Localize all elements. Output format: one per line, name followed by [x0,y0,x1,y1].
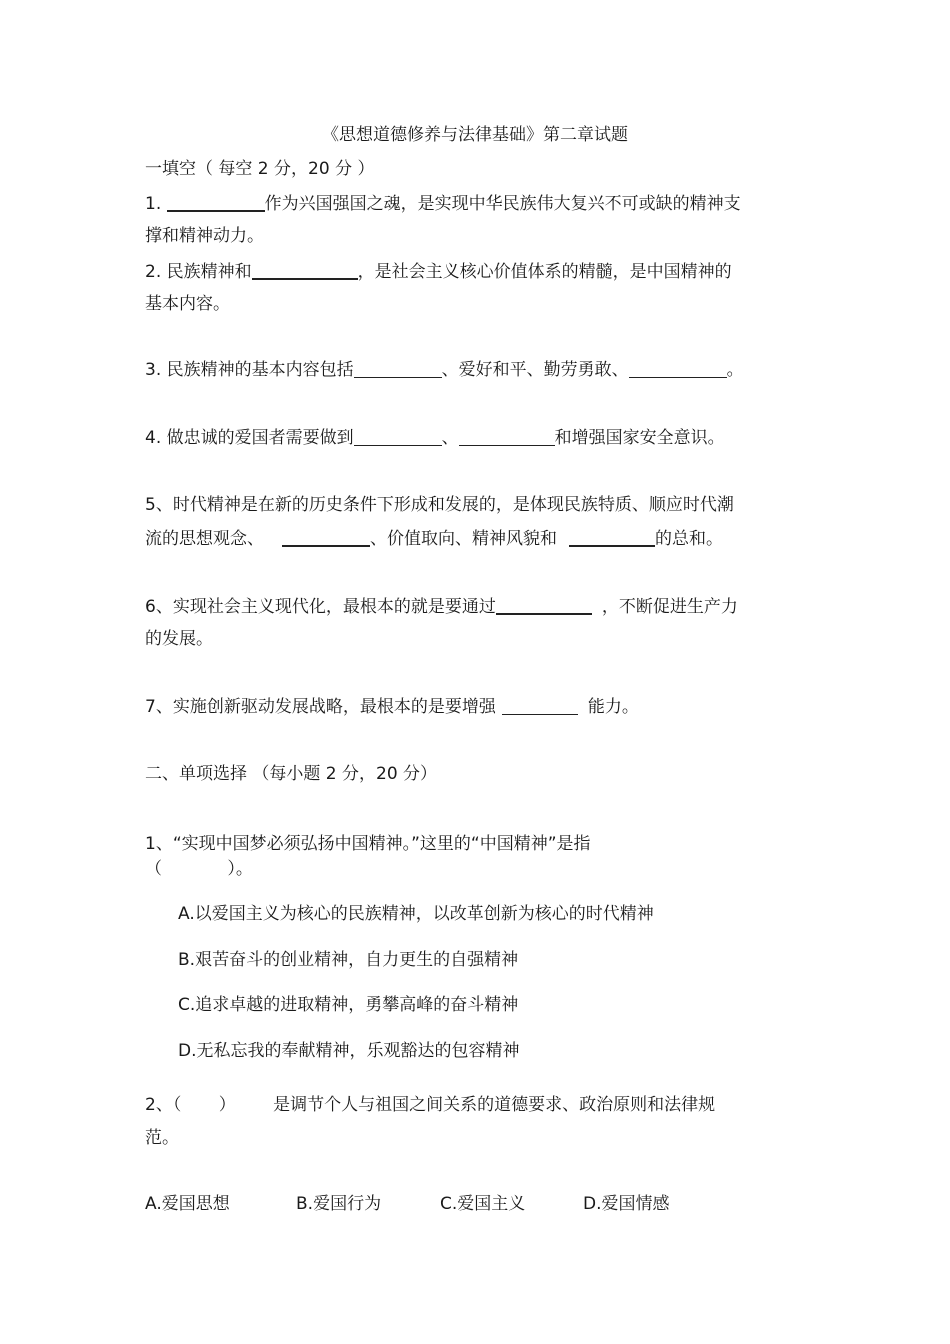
question-1-line-2: 撑和精神动力。 [145,226,264,246]
question-5-line-2 [145,527,723,550]
question-3-end: 。 [726,360,744,380]
question-4 [145,427,725,449]
page-title: 《思想道德修养与法律基础》第二章试题 [322,125,628,145]
question-6-text-cont: ，不断促进生产力 [601,597,738,617]
mc-question-2-option-b[interactable]: B.爱国行为 [296,1194,382,1214]
mc-question-2-option-a[interactable]: A.爱国思想 [145,1194,230,1214]
answer-blank[interactable] [569,527,655,547]
question-1-text: 作为兴国强国之魂，是实现中华民族伟大复兴不可或缺的精神支 [264,194,741,214]
answer-blank[interactable] [459,427,555,446]
answer-blank[interactable] [496,595,592,615]
answer-blank[interactable] [282,527,370,547]
answer-blank[interactable] [502,696,578,715]
answer-blank[interactable] [167,192,265,212]
question-2-text: 2. 民族精神和 [145,262,252,282]
mc-question-1-option-b[interactable]: B.艰苦奋斗的创业精神，自力更生的自强精神 [178,950,519,970]
answer-blank[interactable] [354,427,442,446]
mc-question-2-option-c[interactable]: C.爱国主义 [440,1194,526,1214]
mc-question-2-line-1: 2、（ ） 是调节个人与祖国之间关系的道德要求、政治原则和法律规 [145,1095,716,1115]
mc-question-1-stem: 1、“实现中国梦必须弘扬中国精神。”这里的“中国精神”是指 [145,834,591,854]
answer-blank[interactable] [629,359,727,378]
mc-question-1-option-a[interactable]: A.以爱国主义为核心的民族精神，以改革创新为核心的时代精神 [178,904,654,924]
question-6-text: 6、实现社会主义现代化，最根本的就是要通过 [145,597,496,617]
question-1-number: 1. [145,194,162,214]
mc-question-1-paren: （ ）。 [145,859,253,879]
question-1-line-1 [145,192,741,215]
question-5-text-cont: 、价值取向、精神风貌和 [370,529,557,549]
mc-question-1-option-d[interactable]: D.无私忘我的奉献精神，乐观豁达的包容精神 [178,1041,520,1061]
question-2-text-cont: ，是社会主义核心价值体系的精髓，是中国精神的 [357,262,732,282]
question-5-line-1: 5、时代精神是在新的历史条件下形成和发展的，是体现民族特质、顺应时代潮 [145,495,734,515]
question-7-end: 能力。 [587,697,639,717]
question-3 [145,359,744,381]
question-5-end: 的总和。 [655,529,723,549]
question-4-end: 和增强国家安全意识。 [554,428,725,448]
question-3-text-cont: 、爱好和平、勤劳勇敢、 [441,360,629,380]
mc-question-2-line-2: 范。 [145,1128,179,1148]
question-6-line-2: 的发展。 [145,629,213,649]
question-2-line-1 [145,260,732,283]
mc-question-1-option-c[interactable]: C.追求卓越的进取精神，勇攀高峰的奋斗精神 [178,995,519,1015]
question-7-text: 7、实施创新驱动发展战略，最根本的是要增强 [145,697,496,717]
question-3-text: 3. 民族精神的基本内容包括 [145,360,354,380]
question-5-text: 流的思想观念、 [145,529,264,549]
answer-blank[interactable] [354,359,442,378]
question-7 [145,696,639,718]
question-2-line-2: 基本内容。 [145,294,230,314]
section2-heading: 二、单项选择 （每小题 2 分，20 分） [145,764,438,784]
answer-blank[interactable] [252,260,358,280]
section1-heading: 一填空（ 每空 2 分，20 分 ） [145,159,375,179]
mc-question-2-option-d[interactable]: D.爱国情感 [583,1194,670,1214]
question-6-line-1 [145,595,738,618]
question-4-text: 4. 做忠诚的爱国者需要做到 [145,428,354,448]
question-4-sep: 、 [441,428,459,448]
